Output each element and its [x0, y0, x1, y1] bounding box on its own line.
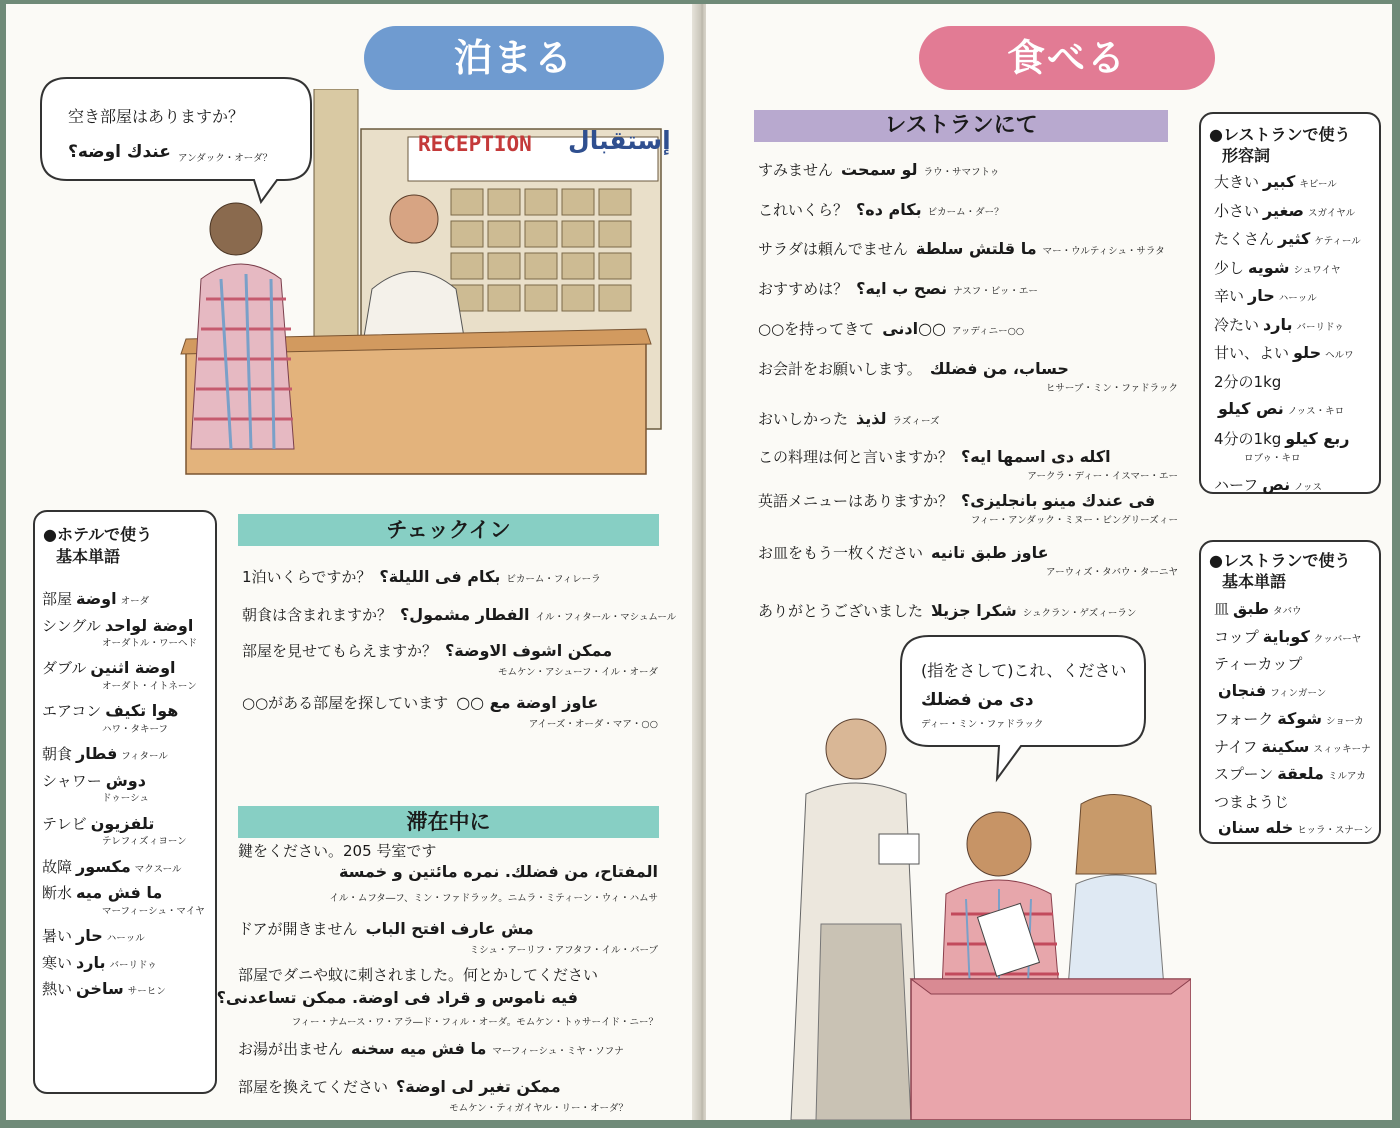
- phrase-ar: بكام ده؟: [856, 200, 922, 219]
- phrase-reading: ナスフ・ビッ・エー: [953, 286, 1038, 297]
- adjective-heading: ●レストランで使う: [1209, 125, 1351, 144]
- phrase-jp: これいくら？: [758, 201, 849, 219]
- phrase-reading: ラズィーズ: [892, 416, 940, 427]
- vocab-reading: キビール: [1299, 179, 1337, 190]
- vocab-row: [1214, 257, 1341, 278]
- vocab-ar: ساخن: [76, 979, 124, 999]
- vocab-row: [1214, 342, 1354, 363]
- vocab-reading: オーダ: [120, 596, 150, 607]
- phrase-reading: シュクラン・ゲズィーラン: [1022, 608, 1137, 619]
- phrase-reading: フィー・アンダック・ミヌー・ビングリーズィー: [970, 515, 1178, 526]
- phrase-ar: ممكن اشوف الاوضة؟: [445, 641, 613, 660]
- vocab-ar: دوش: [105, 770, 146, 790]
- phrase-jp: 部屋を換えてください: [238, 1078, 389, 1096]
- reception-sign-en: RECEPTION: [418, 132, 532, 156]
- vocab-ar: اوضة: [76, 589, 117, 608]
- vocab-row: [42, 952, 157, 973]
- checkin-phrase: [242, 604, 676, 625]
- phrase-reading: ビカーム・ダー？: [927, 207, 1004, 218]
- phrase-reading: アークラ・ディー・イスマー・エー: [1027, 471, 1178, 482]
- restaurant-phrase: [758, 600, 1136, 621]
- phrase-jp: 朝食は含まれますか？: [242, 606, 393, 624]
- bubble-reading: アンダック・オーダ？: [178, 153, 273, 164]
- vocab-row: [1214, 653, 1302, 674]
- vocab-ar: فطار: [76, 744, 118, 764]
- restaurant-phrase: [758, 238, 1165, 259]
- reception-sign-ar: إستقبال: [568, 126, 671, 155]
- page-title-eat: 食べる: [919, 26, 1215, 90]
- vocab-row: [42, 856, 182, 877]
- page-title-stay: 泊まる: [364, 26, 664, 90]
- vocab-row: [1214, 708, 1364, 729]
- vocab-reading: ヒッラ・スナーン: [1297, 825, 1373, 836]
- vocab-ar: كبير: [1263, 172, 1296, 191]
- vocab-reading: スィッキーナ: [1313, 743, 1371, 755]
- vocab-reading: タバウ: [1273, 606, 1302, 617]
- phrase-ar: الفطار مشمول؟: [400, 605, 530, 624]
- phrase-jp: サラダは頼んでません: [758, 240, 908, 258]
- vocab-ar: ملعقة: [1277, 764, 1324, 783]
- vocab-row: [1214, 285, 1317, 306]
- vocab-jp: フォーク: [1214, 710, 1274, 728]
- vocab-reading: フィタール: [121, 751, 168, 763]
- vocab-reading: オーダト・イトネーン: [102, 680, 197, 692]
- vocab-ar: هوا تكيف: [105, 701, 179, 721]
- dining-illustration: [761, 694, 1191, 1120]
- vocab-reading: バーリドゥ: [109, 959, 157, 971]
- phrase-ar: عاوز طبق تانيه: [931, 543, 1049, 562]
- phrase-ar: نصح ب ايه؟: [856, 279, 948, 298]
- phrase-reading: イル・フィタール・マシュムール: [535, 612, 677, 623]
- vocab-ar: فنجان: [1218, 680, 1267, 700]
- vocab-ar: شوكة: [1277, 709, 1323, 728]
- vocab-ar: كوباية: [1262, 626, 1310, 646]
- vocab-row: [42, 657, 176, 678]
- vocab-reading: ハワ・タキーフ: [102, 723, 169, 735]
- restaurant-phrase: [758, 318, 1024, 339]
- vocab-jp: スプーン: [1214, 765, 1274, 783]
- phrase-reading: マー・ウルティシュ・サラタ: [1042, 246, 1165, 257]
- order-bubble-reading: ディー・ミン・ファドラック: [921, 719, 1044, 730]
- phrase-ar: ممكن تغير لى اوضة؟: [396, 1077, 561, 1096]
- vocab-reading: ヘルワ: [1325, 350, 1354, 361]
- stay-phrase-reading: イル・ムフタ―フ、ミン・ファドラック。ニムラ・ミティーン・ウィ・ハムサ: [329, 893, 658, 904]
- vocab-jp: 部屋: [42, 590, 73, 608]
- vocab-jp: エアコン: [42, 702, 102, 721]
- vocab-row: [42, 743, 168, 764]
- restaurant-phrase: [758, 446, 1111, 467]
- phrase-reading: ラウ・サマフトゥ: [923, 167, 1000, 178]
- order-bubble-jp: (指をさして)これ、ください: [921, 661, 1127, 680]
- phrase-reading: ヒサーブ・ミン・ファドラック: [1045, 383, 1178, 394]
- stay-phrase-reading: フィー・ナムース・ワ・アラ―ド・フィル・オーダ。モムケン・トゥサーイド・ニー？: [291, 1017, 658, 1028]
- stay-phrase-reading: モムケン・ティガイヤル・リー・オーダ？: [449, 1103, 628, 1114]
- phrase-reading: ビカーム・フィレーラ: [506, 574, 601, 585]
- vocab-ar: اوضة اثنين: [90, 658, 176, 678]
- vocab-row: [1214, 314, 1344, 335]
- vocab-reading: クッバーヤ: [1313, 633, 1362, 645]
- vocab-reading: スガイヤル: [1308, 207, 1356, 219]
- phrase-jp: お湯が出ません: [238, 1040, 344, 1058]
- phrase-jp: ドアが開きません: [238, 920, 358, 938]
- vocab-row: [1214, 200, 1355, 221]
- restaurant-phrase: [758, 159, 999, 180]
- vocab-jp: 小さい: [1214, 201, 1260, 220]
- hotel-vocab-heading: ●ホテルで使う: [43, 525, 153, 544]
- phrase-jp: おいしかった: [758, 410, 849, 428]
- vocab-row: [1214, 428, 1349, 449]
- vocab-jp: ダブル: [42, 659, 87, 678]
- phrase-ar: ○○ادنى: [882, 319, 946, 338]
- vocab-ar: بارد: [76, 952, 106, 972]
- section-stay-title: 滞在中に: [238, 806, 659, 838]
- vocab-row: [42, 882, 162, 903]
- vocab-jp: ナイフ: [1214, 737, 1258, 756]
- vocab-reading: バーリドゥ: [1296, 321, 1344, 333]
- phrase-jp: お会計をお願いします。: [758, 360, 922, 378]
- stay-phrase-ar: فيه ناموس و قراد فى اوضة. ممكن تساعدنى؟: [216, 988, 578, 1007]
- stay-phrase-jp: 鍵をください。205 号室です: [238, 842, 437, 860]
- vocab-row: [1214, 371, 1281, 392]
- vocab-jp: 冷たい: [1214, 315, 1260, 334]
- vocab-row: [1214, 763, 1366, 784]
- phrase-jp: この料理は何と言いますか？: [758, 448, 954, 466]
- vocab-reading: ケティール: [1314, 236, 1361, 247]
- vocab-row: [42, 588, 149, 609]
- checkin-phrase: [242, 692, 598, 713]
- vocab-row: [42, 925, 145, 946]
- vocab-ar: بارد: [1263, 314, 1293, 334]
- restaurant-vocab-heading: ●レストランで使う: [1209, 551, 1351, 570]
- vocab-jp: シングル: [42, 616, 101, 635]
- phrase-ar: فى عندك مينو بانجليزى؟: [961, 491, 1156, 510]
- section-restaurant-title: レストランにて: [754, 110, 1168, 142]
- restaurant-phrase: [758, 358, 1069, 379]
- bubble-arabic: عندك اوضه؟: [68, 142, 171, 162]
- phrase-ar: بكام فى الليلة؟: [379, 567, 501, 586]
- phrase-jp: 1泊いくらですか？: [242, 568, 372, 586]
- vocab-reading: マーフィーシュ・マイヤ: [102, 905, 205, 917]
- vocab-reading: マクスール: [134, 863, 182, 875]
- restaurant-phrase: [758, 490, 1155, 511]
- phrase-ar: عاوز اوضة مع ○○: [456, 693, 599, 712]
- phrase-ar: مش عارف افتح الباب: [365, 919, 534, 938]
- restaurant-phrase: [758, 542, 1049, 563]
- vocab-jp: 故障: [42, 857, 73, 876]
- vocab-jp: 少し: [1214, 258, 1245, 277]
- vocab-ar: كثير: [1278, 229, 1311, 248]
- vocab-jp: 4分の1kg: [1214, 429, 1282, 448]
- bubble-question: 空き部屋はありますか？: [68, 107, 245, 126]
- vocab-jp: 皿: [1214, 600, 1230, 618]
- vocab-reading: オーダトル・ワーヘド: [102, 638, 198, 649]
- vocab-jp: たくさん: [1214, 230, 1275, 248]
- vocab-row: [42, 700, 178, 721]
- vocab-ar: مكسور: [76, 856, 131, 876]
- vocab-jp: ティーカップ: [1214, 655, 1303, 673]
- vocab-row: [1214, 598, 1301, 619]
- restaurant-phrase: [758, 199, 1004, 220]
- phrase-ar: ما فش ميه سخنه: [351, 1039, 487, 1058]
- vocab-reading: ドゥーシュ: [102, 793, 149, 805]
- vocab-row: [1214, 474, 1322, 495]
- vocab-jp: 暑い: [42, 927, 73, 946]
- vocab-ar: شويه: [1248, 257, 1290, 277]
- vocab-row: [1214, 681, 1326, 700]
- phrase-jp: 部屋を見せてもらえますか？: [242, 642, 438, 660]
- phrase-reading: モムケン・アシューフ・イル・オーダ: [498, 667, 658, 678]
- phrase-jp: 英語メニューはありますか？: [758, 492, 954, 510]
- stay-phrase: [238, 1076, 561, 1097]
- vocab-reading: ハーッル: [106, 933, 145, 945]
- vocab-jp: ハーフ: [1214, 475, 1259, 494]
- adjective-subheading: 形容詞: [1222, 146, 1271, 165]
- vocab-reading: テレフィズィヨーン: [102, 836, 187, 848]
- phrase-jp: お皿をもう一枚ください: [758, 544, 924, 562]
- vocab-ar: حلو: [1293, 343, 1322, 362]
- vocab-jp: 断水: [42, 884, 73, 903]
- vocab-reading: フィンガーン: [1270, 687, 1327, 699]
- vocab-jp: コップ: [1214, 627, 1259, 646]
- vocab-row: [42, 770, 146, 791]
- restaurant-phrase: [758, 408, 940, 429]
- checkin-phrase: [242, 640, 612, 661]
- vocab-row: [42, 813, 154, 834]
- phrase-reading: アッディニー○○: [952, 326, 1025, 337]
- restaurant-phrase: [758, 278, 1038, 299]
- vocab-ar: حار: [76, 926, 103, 946]
- checkin-phrase: [242, 566, 601, 587]
- vocab-ar: حار: [1248, 286, 1275, 305]
- vocab-reading: ミルアカ: [1327, 771, 1366, 782]
- vocab-reading: ハーッル: [1278, 293, 1317, 304]
- vocab-reading: ノッス: [1294, 481, 1322, 493]
- vocab-row: [1214, 171, 1337, 192]
- vocab-jp: 熱い: [42, 980, 73, 999]
- order-bubble-ar: دى من فضلك: [921, 690, 1034, 710]
- vocab-jp: テレビ: [42, 814, 87, 833]
- vocab-row: [1214, 228, 1361, 249]
- left-page: [6, 4, 698, 1120]
- vocab-ar: اوضة لواحد: [104, 615, 194, 635]
- hotel-vocab-subheading: 基本単語: [56, 547, 121, 566]
- stay-phrase: [238, 1038, 624, 1059]
- vocab-jp: 寒い: [42, 953, 73, 972]
- vocab-ar: صغير: [1263, 200, 1304, 220]
- vocab-jp: つまようじ: [1214, 792, 1290, 811]
- phrase-jp: ありがとうございました: [758, 602, 924, 620]
- vocab-row: [1214, 791, 1289, 812]
- phrase-jp: ○○がある部屋を探しています: [242, 694, 449, 712]
- vocab-reading: ショーカ: [1326, 716, 1364, 727]
- phrase-ar: حساب، من فضلك: [929, 359, 1069, 378]
- vocab-jp: 朝食: [42, 745, 73, 764]
- vocab-ar: تلفزيون: [90, 813, 155, 833]
- vocab-ar: ما فش ميه: [76, 883, 163, 903]
- vocab-jp: 甘い、よい: [1214, 344, 1290, 362]
- phrase-ar: لو سمحت: [841, 160, 918, 179]
- vocab-reading: サーヒン: [127, 986, 166, 998]
- vocab-reading: シュワイヤ: [1293, 264, 1341, 276]
- phrase-ar: شكرا جزيلا: [931, 601, 1017, 620]
- vocab-row: [1214, 626, 1361, 647]
- phrase-jp: すみません: [758, 161, 834, 179]
- speech-bubble-stay: [39, 76, 314, 206]
- right-page: [706, 4, 1392, 1120]
- vocab-row: [1214, 399, 1344, 418]
- vocab-reading: ノッス・キロ: [1287, 406, 1345, 417]
- vocab-row: [1214, 818, 1373, 837]
- section-checkin-title: チェックイン: [238, 514, 659, 546]
- vocab-ar: طبق: [1233, 599, 1270, 618]
- vocab-jp: 辛い: [1214, 287, 1245, 305]
- stay-phrase-ar: المفتاح، من فضلك. نمره مائتين و خمسة: [338, 862, 658, 881]
- vocab-ar: سكينة: [1261, 736, 1310, 756]
- book-spread: [6, 4, 1392, 1120]
- vocab-row: [42, 615, 193, 636]
- vocab-ar: نص كيلو: [1218, 399, 1284, 418]
- restaurant-vocab-subheading: 基本単語: [1222, 572, 1287, 591]
- vocab-row: [42, 978, 166, 999]
- phrase-reading: アイーズ・オーダ・マア・○○: [528, 719, 658, 730]
- vocab-ar: ربع كيلو: [1285, 428, 1350, 448]
- phrase-jp: ○○を持ってきて: [758, 320, 875, 338]
- vocab-reading: ロブゥ・キロ: [1244, 453, 1301, 464]
- vocab-jp: 2分の1kg: [1214, 372, 1282, 391]
- stay-phrase: [238, 918, 534, 939]
- phrase-reading: マーフィーシュ・ミヤ・ソフナ: [492, 1046, 624, 1057]
- vocab-ar: نص: [1262, 474, 1291, 494]
- phrase-jp: おすすめは？: [758, 280, 849, 298]
- stay-phrase-jp: 部屋でダニや蚊に刺されました。何とかしてください: [238, 966, 599, 984]
- phrase-ar: لذيذ: [856, 409, 887, 428]
- phrase-ar: اكله دى اسمها ايه؟: [961, 447, 1111, 466]
- vocab-jp: 大きい: [1214, 173, 1260, 191]
- phrase-ar: ما قلتش سلطة: [915, 239, 1037, 258]
- vocab-ar: خله سنان: [1218, 818, 1294, 837]
- vocab-row: [1214, 736, 1371, 757]
- phrase-reading: アーウィズ・タバウ・ターニヤ: [1045, 567, 1178, 578]
- stay-phrase-reading: ミシュ・アーリフ・アフタフ・イル・バーブ: [469, 945, 658, 956]
- vocab-jp: シャワー: [42, 771, 102, 790]
